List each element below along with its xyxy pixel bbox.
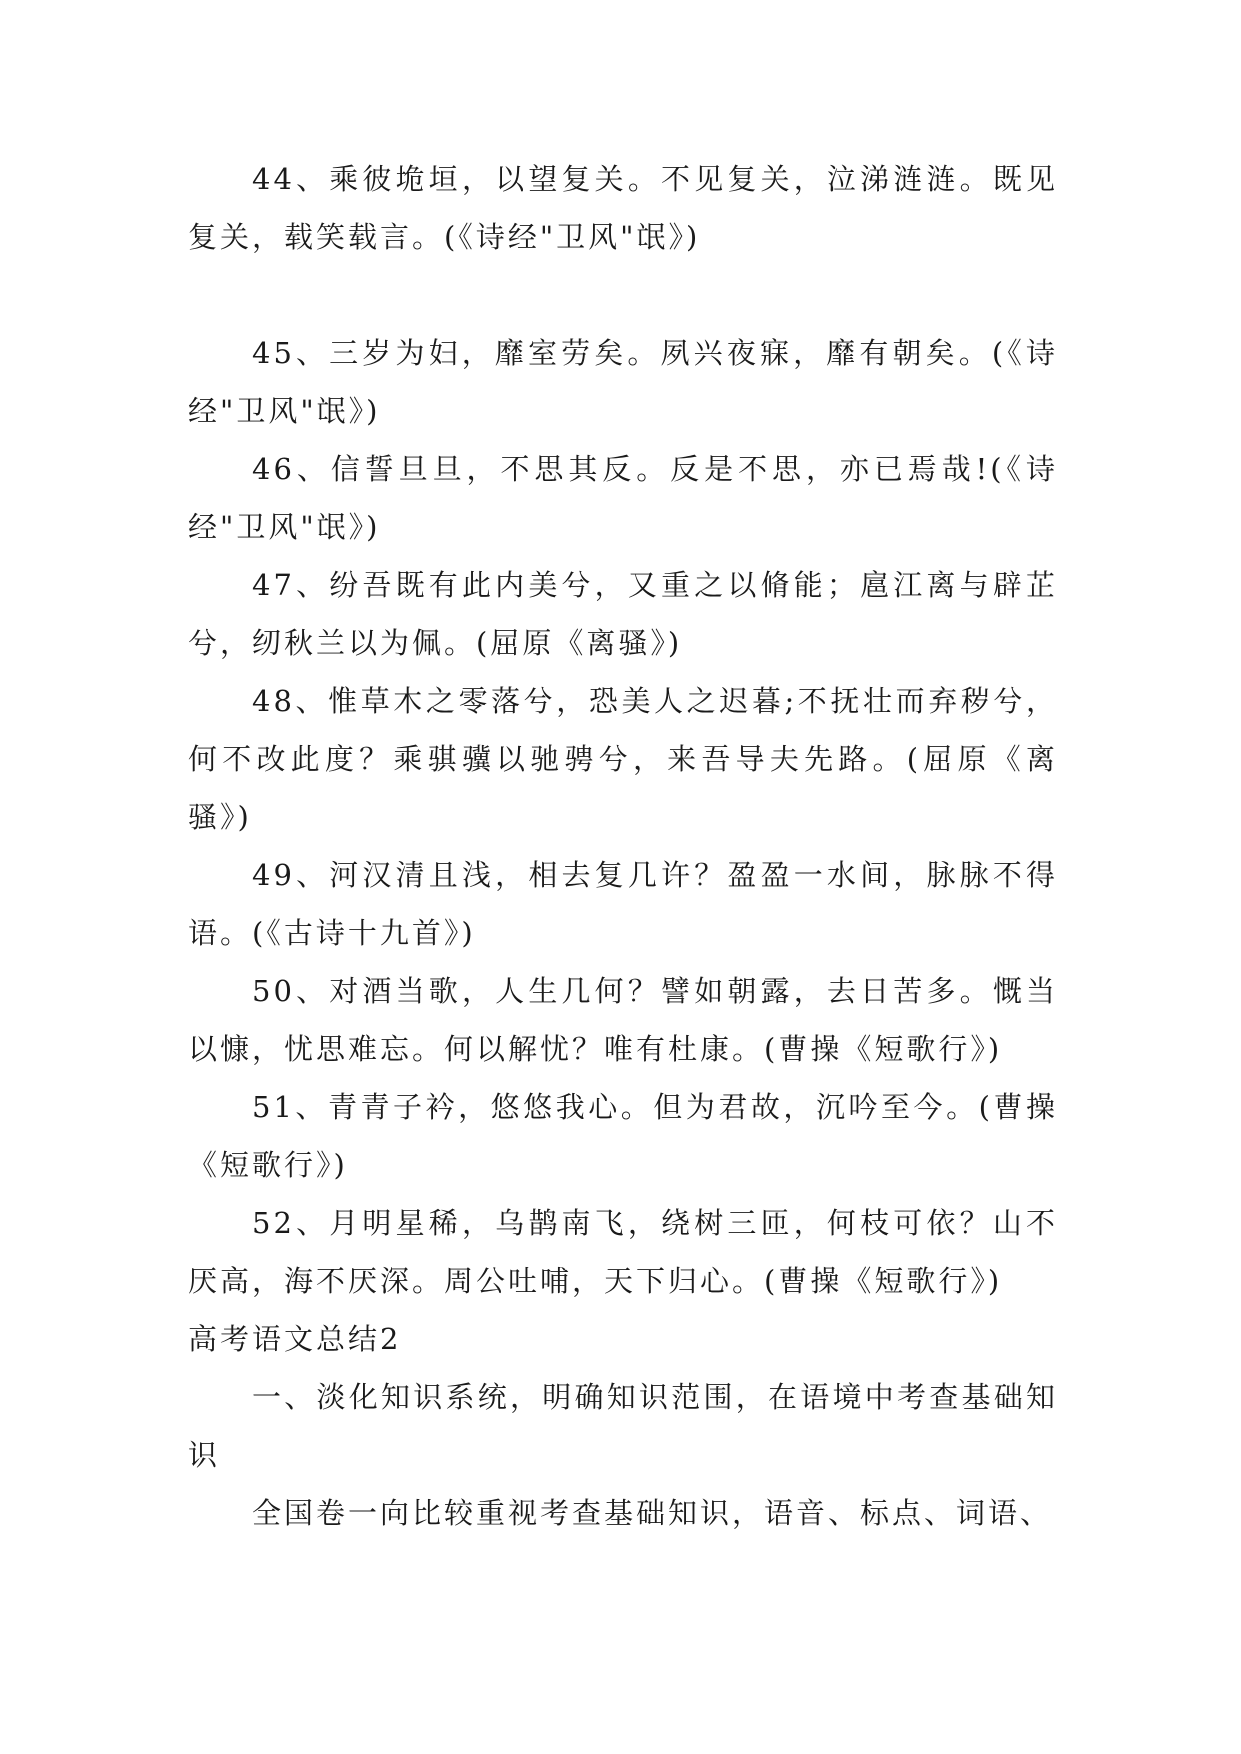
section-title: 高考语文总结2: [188, 1322, 402, 1356]
poem-line-45: 45、三岁为妇，靡室劳矣。夙兴夜寐，靡有朝矣。(《诗经"卫风"氓》): [188, 336, 1058, 428]
body-paragraph: 全国卷一向比较重视考查基础知识，语音、标点、词语、: [252, 1496, 1053, 1530]
document-page: [188, 150, 1058, 1542]
poem-line-48: 48、惟草木之零落兮，恐美人之迟暮;不抚壮而弃秽兮，何不改此度？乘骐骥以驰骋兮，来吾导夫先路。(屈原《离骚》): [188, 684, 1058, 834]
section-heading-1: 一、淡化知识系统，明确知识范围，在语境中考查基础知识: [188, 1380, 1058, 1472]
poem-line-47: 47、纷吾既有此内美兮，又重之以脩能；扈江离与辟芷兮，纫秋兰以为佩。(屈原《离骚》): [188, 568, 1058, 660]
poem-line-46: 46、信誓旦旦，不思其反。反是不思，亦已焉哉!(《诗经"卫风"氓》): [188, 452, 1058, 544]
poem-line-44: 44、乘彼垝垣，以望复关。不见复关，泣涕涟涟。既见复关，载笑载言。(《诗经"卫风"氓》): [188, 162, 1058, 254]
poem-line-51: 51、青青子衿，悠悠我心。但为君故，沉吟至今。(曹操《短歌行》): [188, 1090, 1058, 1182]
poem-line-49: 49、河汉清且浅，相去复几许？盈盈一水间，脉脉不得语。(《古诗十九首》): [188, 858, 1058, 950]
poem-line-52: 52、月明星稀，乌鹊南飞，绕树三匝，何枝可依？山不厌高，海不厌深。周公吐哺，天下归心。(曹操《短歌行》): [188, 1206, 1058, 1298]
poem-line-50: 50、对酒当歌，人生几何？譬如朝露，去日苦多。慨当以慷，忧思难忘。何以解忧？唯有杜康。(曹操《短歌行》): [188, 974, 1058, 1066]
